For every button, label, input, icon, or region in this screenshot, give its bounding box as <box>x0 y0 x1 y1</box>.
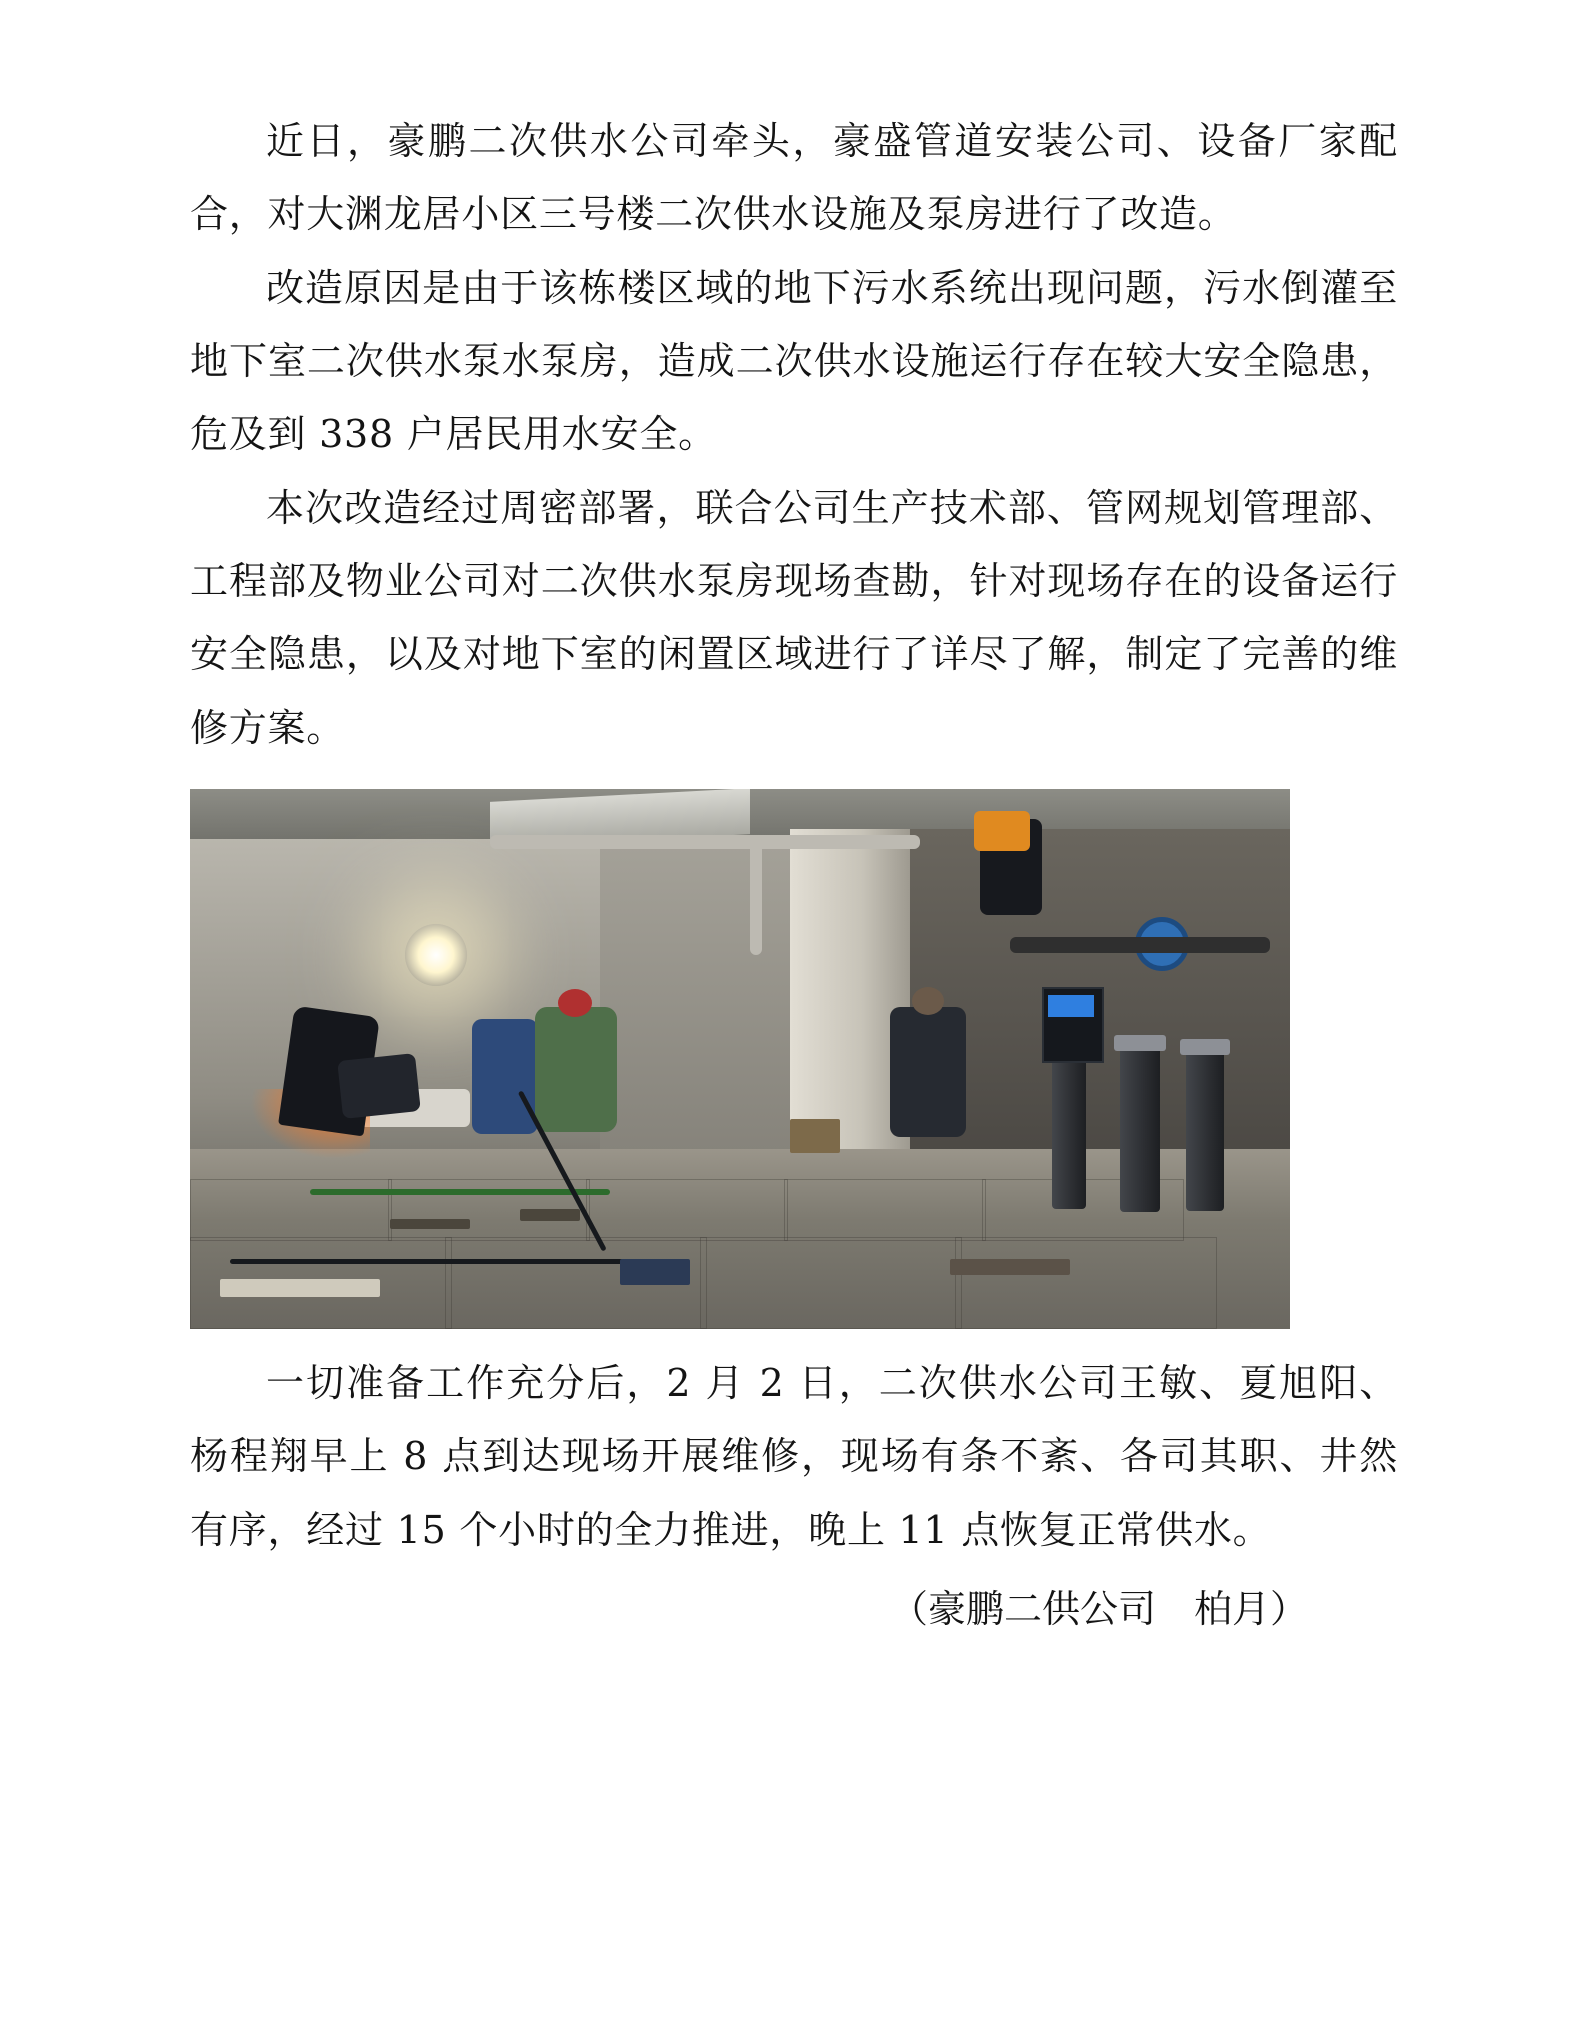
debris-plank <box>220 1279 380 1297</box>
floor-tile <box>955 1237 1217 1329</box>
booster-pump <box>1052 1059 1086 1209</box>
floor-tile <box>784 1179 986 1241</box>
paragraph-4: 一切准备工作充分后，2 月 2 日，二次供水公司王敏、夏旭阳、杨程翔早上 8 点到达现场开展维修，现场有条不紊、各司其职、井然有序，经过 15 个小时的全力推进，晚上 11 点恢复正常供水。 <box>190 1360 1398 1552</box>
pump-cap <box>1180 1039 1230 1055</box>
floor-tile <box>586 1179 788 1241</box>
control-panel-screen <box>1048 995 1094 1017</box>
manifold-pipe <box>1010 937 1270 953</box>
work-lamp <box>405 924 467 986</box>
pump-room-construction-photo <box>190 789 1290 1329</box>
document-body <box>190 105 1398 1645</box>
debris <box>520 1209 580 1221</box>
debris <box>790 1119 840 1153</box>
debris <box>950 1259 1070 1275</box>
booster-pump <box>1186 1051 1224 1211</box>
document-signature: （豪鹏二供公司 柏月） <box>889 1586 1308 1631</box>
debris <box>390 1219 470 1229</box>
vertical-pipe <box>750 835 762 955</box>
photo-scene <box>190 789 1290 1329</box>
worker <box>535 1007 617 1132</box>
debris-cloth <box>620 1259 690 1285</box>
paragraph-2: 改造原因是由于该栋楼区域的地下污水系统出现问题，污水倒灌至地下室二次供水泵水泵房，造成二次供水设施运行存在较大安全隐患，危及到 338 户居民用水安全。 <box>190 265 1398 457</box>
worker <box>472 1019 538 1134</box>
worker-hat <box>558 989 592 1017</box>
paragraph-1: 近日，豪鹏二次供水公司牵头，豪盛管道安装公司、设备厂家配合，对大渊龙居小区三号楼二次供水设施及泵房进行了改造。 <box>190 119 1398 237</box>
ceiling-pipe <box>490 835 920 849</box>
power-cable <box>230 1259 650 1264</box>
paragraph-3: 本次改造经过周密部署，联合公司生产技术部、管网规划管理部、工程部及物业公司对二次供水泵房现场查勘，针对现场存在的设备运行安全隐患，以及对地下室的闲置区域进行了详尽了解，制定了完善的维修方案。 <box>190 485 1398 750</box>
worker-head <box>912 987 944 1015</box>
green-hose <box>310 1189 610 1195</box>
pump-cap <box>1114 1035 1166 1051</box>
booster-pump <box>1120 1047 1160 1212</box>
worker <box>337 1053 421 1119</box>
worker <box>890 1007 966 1137</box>
floor-tile <box>700 1237 962 1329</box>
worker-vest <box>974 811 1030 851</box>
